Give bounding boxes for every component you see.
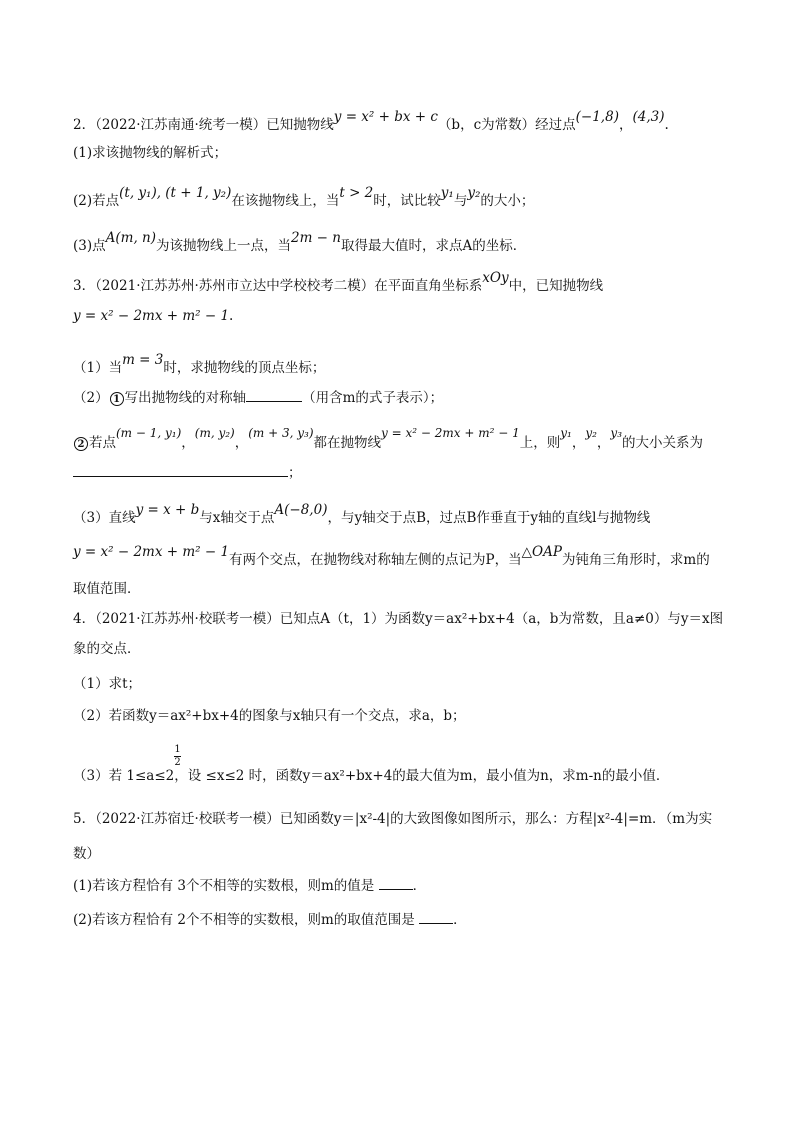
q2-sub3-b: 为该抛物线上一点，当 <box>156 238 291 254</box>
q5-sub2-end: ． <box>453 912 467 928</box>
q2-sub2-c: 时，试比较 <box>373 193 441 209</box>
q5-header-2: 数） <box>73 846 100 862</box>
q2-sub2-d: 与 <box>453 193 468 209</box>
q2-separator: ， <box>618 117 633 133</box>
q2-sub2-e: 的大小； <box>480 193 535 209</box>
q3-sub3-line2 <box>73 544 710 569</box>
q3-sub1-condition: m = 3 <box>122 352 164 368</box>
q5-sub1-end: ． <box>412 878 427 894</box>
q3-sub2-e: 都在抛物线 <box>313 435 382 451</box>
q3-sub3-parabola-eq: y = x² − 2mx + m² − 1 <box>73 544 230 560</box>
q3-parabola-eq: y = x² − 2mx + m² − 1 <box>73 308 230 324</box>
q2-header-end: . <box>664 117 669 133</box>
q3-sub2-y2: y₂ <box>585 426 597 440</box>
q5-sub1 <box>73 877 426 895</box>
circled-number-1: 1 <box>110 392 124 406</box>
q5-sub2 <box>73 911 467 929</box>
q4-header-2: 象的交点． <box>73 641 141 657</box>
q4-header: 4．（2021·江苏苏州·校联考一模）已知点A（t，1）为函数y＝ax²+bx+4（a，b为常数，且a≠0）与y＝x图 <box>73 611 724 627</box>
q3-sub2-part3 <box>73 464 302 482</box>
q4-sub1: （1）求t； <box>73 676 142 692</box>
q2-sub1: (1)求该抛物线的解析式； <box>73 145 228 161</box>
q3-eq-end: . <box>229 308 234 324</box>
q3-sub3-line1 <box>73 502 651 527</box>
q2-sub3 <box>73 230 527 255</box>
q2-header <box>73 109 669 134</box>
q3-sub2-f: 上，则 <box>519 435 561 451</box>
q2-sub2-y1: y₁ <box>440 185 454 201</box>
q3-sub2-point-2: (m, y₂) <box>194 426 235 440</box>
circled-number-2: 2 <box>74 437 88 451</box>
q3-sub1 <box>73 352 326 377</box>
q3-sub3-d: 有两个交点，在抛物线对称轴左侧的点记为P，当 <box>229 552 522 568</box>
q5-sub1-text: (1)若该方程恰有 3个不相等的实数根，则m的值是 <box>73 878 375 894</box>
q3-sub3-triangle: △OAP <box>521 544 562 560</box>
q3-header <box>73 270 604 295</box>
q4-sub2: （2）若函数y＝ax²+bx+4的图象与x轴只有一个交点，求a，b； <box>73 708 466 724</box>
q2-sub2-a: (2)若点 <box>73 193 120 209</box>
q2-header-text: 2．（2022·江苏南通·统考一模）已知抛物线 <box>73 117 334 133</box>
q2-sub3-point: A(m, n) <box>105 230 156 246</box>
answer-blank-relation[interactable] <box>73 464 288 477</box>
answer-blank-axis[interactable] <box>246 389 302 402</box>
q3-sub3-e: 为钝角三角形时，求m的 <box>561 552 710 568</box>
q4-fraction-half <box>174 745 181 768</box>
q3-sub2-y3: y₃ <box>610 426 623 440</box>
q3-sub3-line-eq: y = x + b <box>135 502 200 518</box>
q3-sub2-a: （2） <box>73 390 109 406</box>
q2-sub3-a: (3)点 <box>73 238 106 254</box>
q3-sub3-b: 与x轴交于点 <box>199 510 275 526</box>
q3-sub3-line3: 取值范围． <box>73 581 141 597</box>
q5-sub2-text: (2)若该方程恰有 2个不相等的实数根，则m的取值范围是 <box>73 912 415 928</box>
q3-sub2-parabola-eq: y = x² − 2mx + m² − 1 <box>381 426 520 440</box>
q3-sub2-point-3: (m + 3, y₃) <box>248 426 314 440</box>
q3-sub3-point: A(−8,0) <box>274 502 328 518</box>
q2-sub3-c: 取得最大值时，求点A的坐标． <box>340 238 527 254</box>
q4-fraction-numerator: 1 <box>174 744 181 755</box>
q3-sub1-b: 时，求抛物线的顶点坐标； <box>163 360 326 376</box>
q2-sub3-expr: 2m − n <box>291 230 341 246</box>
q4-sub3: （3）若 1≤a≤2，设 ≤x≤2 时，函数y＝ax²+bx+4的最大值为m，最小值为n，求m-n的最小值． <box>73 768 670 784</box>
q3-coordinate-system: xOy <box>482 270 509 286</box>
q3-sub2-part1 <box>73 389 443 407</box>
q3-sub3-c: ，与y轴交于点B，过点B作垂直于y轴的直线l与抛物线 <box>327 510 651 526</box>
q3-sub2-part2: 2 若点(m − 1, y₁)，(m, y₂)，(m + 3, y₃)都在抛物线y = x² − 2mx + m² − 1上，则y₁，y₂，y₃的大小关系为 <box>73 434 703 452</box>
q3-sub2-h: ； <box>288 465 302 481</box>
q2-sub2-b: 在该抛物线上，当 <box>231 193 340 209</box>
q3-eq-line <box>73 307 233 325</box>
q3-sub2-c: （用含m的式子表示）； <box>302 390 444 406</box>
q3-sub2-d: 若点 <box>89 435 116 451</box>
q2-sub2 <box>73 185 535 210</box>
q2-header-mid: （b，c为常数）经过点 <box>437 117 576 133</box>
q2-parabola-eq: y = x² + bx + c <box>333 109 438 125</box>
q3-sub1-a: （1）当 <box>73 360 123 376</box>
answer-blank-m-value[interactable] <box>379 877 413 890</box>
answer-blank-m-range[interactable] <box>419 911 453 924</box>
q3-header-text: 3．（2021·江苏苏州·苏州市立达中学校校考二模）在平面直角坐标系 <box>73 278 483 294</box>
q3-sub3-a: （3）直线 <box>73 510 136 526</box>
q4-fraction-denominator: 2 <box>174 757 181 768</box>
q3-sub2-g: 的大小关系为 <box>622 435 704 451</box>
q3-sub2-y1: y₁ <box>560 426 572 440</box>
q5-header: 5．（2022·江苏宿迁·校联考一模）已知函数y＝|x²-4|的大致图像如图所示，那么：方程|x²-4|=m．（m为实 <box>73 811 713 827</box>
q2-point-1: (−1,8) <box>575 109 619 125</box>
q2-point-2: (4,3) <box>632 109 665 125</box>
q2-sub2-points: (t, y₁), (t + 1, y₂) <box>119 185 232 201</box>
q3-sub2-point-1: (m − 1, y₁) <box>116 426 182 440</box>
q3-header-text-2: 中，已知抛物线 <box>508 278 604 294</box>
q3-sub2-b: 写出抛物线的对称轴 <box>124 390 247 406</box>
q2-sub2-condition: t > 2 <box>339 185 374 201</box>
q2-sub2-y2: y₂ <box>467 185 481 201</box>
